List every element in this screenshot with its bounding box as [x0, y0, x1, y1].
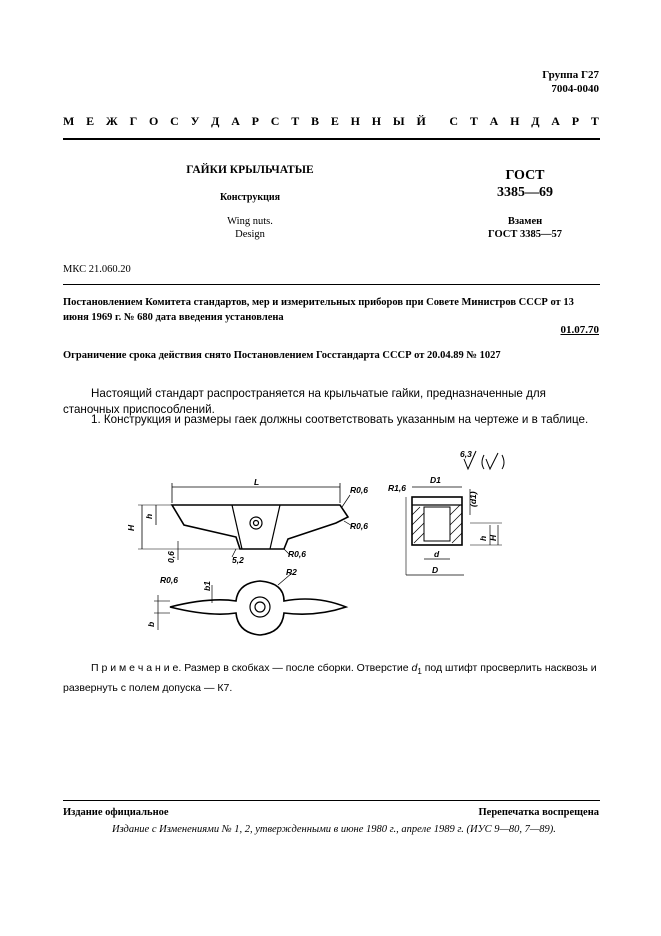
radius-06-label-b: R0,6: [350, 521, 368, 531]
radius-06-label-a: R0,6: [350, 485, 368, 495]
english-title: Wing nuts.: [227, 216, 273, 227]
banner-letter: Т: [469, 114, 478, 128]
okp-code: 7004-0040: [551, 83, 599, 95]
scope-paragraph: Настоящий стандарт распространяется на крыльчатые гайки, предназначенные для станочных приспособлений.: [63, 387, 546, 416]
banner-letter: Н: [371, 114, 382, 128]
radius-16-label: R1,6: [388, 483, 406, 493]
gost-label: ГОСТ: [505, 168, 545, 183]
replaces-label: Взамен: [507, 216, 543, 227]
radius-R2-label: R2: [286, 567, 297, 577]
edition-amendments: Издание с Изменениями № 1, 2, утвержденными в июне 1980 г., апреле 1989 г. (ИУС 9—80, 7—89).: [112, 824, 556, 835]
dim-h-section-label: h: [478, 535, 488, 541]
interstate-standard-banner: [63, 114, 599, 129]
banner-letter: Е: [330, 114, 339, 128]
banner-letter: Н: [350, 114, 360, 128]
banner-letter: О: [148, 114, 159, 128]
banner-letter: С: [270, 114, 280, 128]
limit-removed-text: Ограничение срока действия снято Постановлением Госстандарта СССР от 20.04.89 № 1027: [63, 350, 501, 361]
banner-letter: В: [311, 114, 320, 128]
banner-letter: Ж: [105, 114, 118, 128]
dim-b1-label: b1: [202, 581, 212, 591]
banner-letter: А: [551, 114, 560, 128]
dim-L-label: L: [254, 477, 260, 487]
group-label: Группа Г27: [542, 69, 599, 81]
dim-d1-label: (d1): [468, 491, 478, 507]
note-text-b: под штифт просверлить насквозь и развернуть с полем допуска — К7.: [63, 662, 597, 695]
banner-letter: Е: [86, 114, 95, 128]
banner-letter: Т: [291, 114, 300, 128]
english-subtitle: Design: [235, 229, 265, 240]
dim-d-label: d: [434, 549, 440, 559]
banner-letter: Д: [211, 114, 220, 128]
drawing-note: [63, 660, 600, 696]
note-sub: 1: [417, 667, 422, 677]
banner-letter: Г: [129, 114, 138, 128]
note-text-a: Размер в скобках — после сборки. Отверстие: [181, 662, 412, 674]
banner-letter: С: [449, 114, 459, 128]
front-view: [138, 483, 354, 560]
radius-52-label: 5,2: [232, 555, 244, 565]
dim-D1-label: D1: [430, 475, 441, 485]
gost-number: 3385—69: [497, 185, 553, 200]
document-title: ГАЙКИ КРЫЛЬЧАТЫЕ: [186, 164, 314, 176]
banner-letter: Т: [590, 114, 599, 128]
mks-code: МКС 21.060.20: [63, 264, 131, 275]
dim-b-label: b: [146, 621, 156, 627]
dim-D-label: D: [432, 565, 439, 575]
banner-letter: Р: [251, 114, 259, 128]
radius-06-label-e: 0,6: [166, 551, 176, 563]
reprint-prohibited-label: Перепечатка воспрещена: [478, 807, 599, 818]
decree-text: Постановлением Комитета стандартов, мер и измерительных приборов при Совете Министров СССР от 13 июня 1969 г. № 680 дата введения установлена: [63, 297, 574, 323]
banner-letter: Д: [531, 114, 540, 128]
note-lead: П р и м е ч а н и е.: [91, 662, 182, 674]
radius-06-label-d: R0,6: [160, 575, 178, 585]
banner-letter: У: [190, 114, 200, 128]
banner-letter: Й: [416, 114, 426, 128]
official-edition-label: Издание официальное: [63, 807, 169, 818]
banner-letter: Ы: [392, 114, 405, 128]
roughness-value: 6,3: [460, 449, 472, 459]
banner-letter: Р: [571, 114, 580, 128]
top-view: [154, 573, 346, 635]
banner-letter: С: [170, 114, 179, 128]
dim-h-label: h: [144, 513, 154, 519]
banner-letter: А: [489, 114, 499, 128]
section-view: [406, 487, 502, 575]
dim-H-section-label: H: [488, 534, 498, 541]
radius-06-label-c: R0,6: [288, 549, 306, 559]
banner-letter: М: [63, 114, 75, 128]
clause-1-paragraph: 1. Конструкция и размеры гаек должны соответствовать указанным на чертеже и в таблице.: [91, 413, 589, 426]
note-var: d: [411, 662, 418, 674]
document-subtitle: Конструкция: [219, 192, 281, 203]
group-code-block: [542, 68, 599, 96]
section-divider: [63, 284, 600, 285]
replaced-standard: ГОСТ 3385—57: [488, 229, 562, 240]
header-divider: [63, 138, 600, 140]
banner-letter: Н: [510, 114, 520, 128]
footer-divider: [63, 800, 600, 801]
effective-date: 01.07.70: [560, 324, 599, 336]
banner-letter: А: [231, 114, 240, 128]
dim-H-label: H: [126, 524, 136, 531]
wing-nut-drawing: [120, 445, 540, 650]
